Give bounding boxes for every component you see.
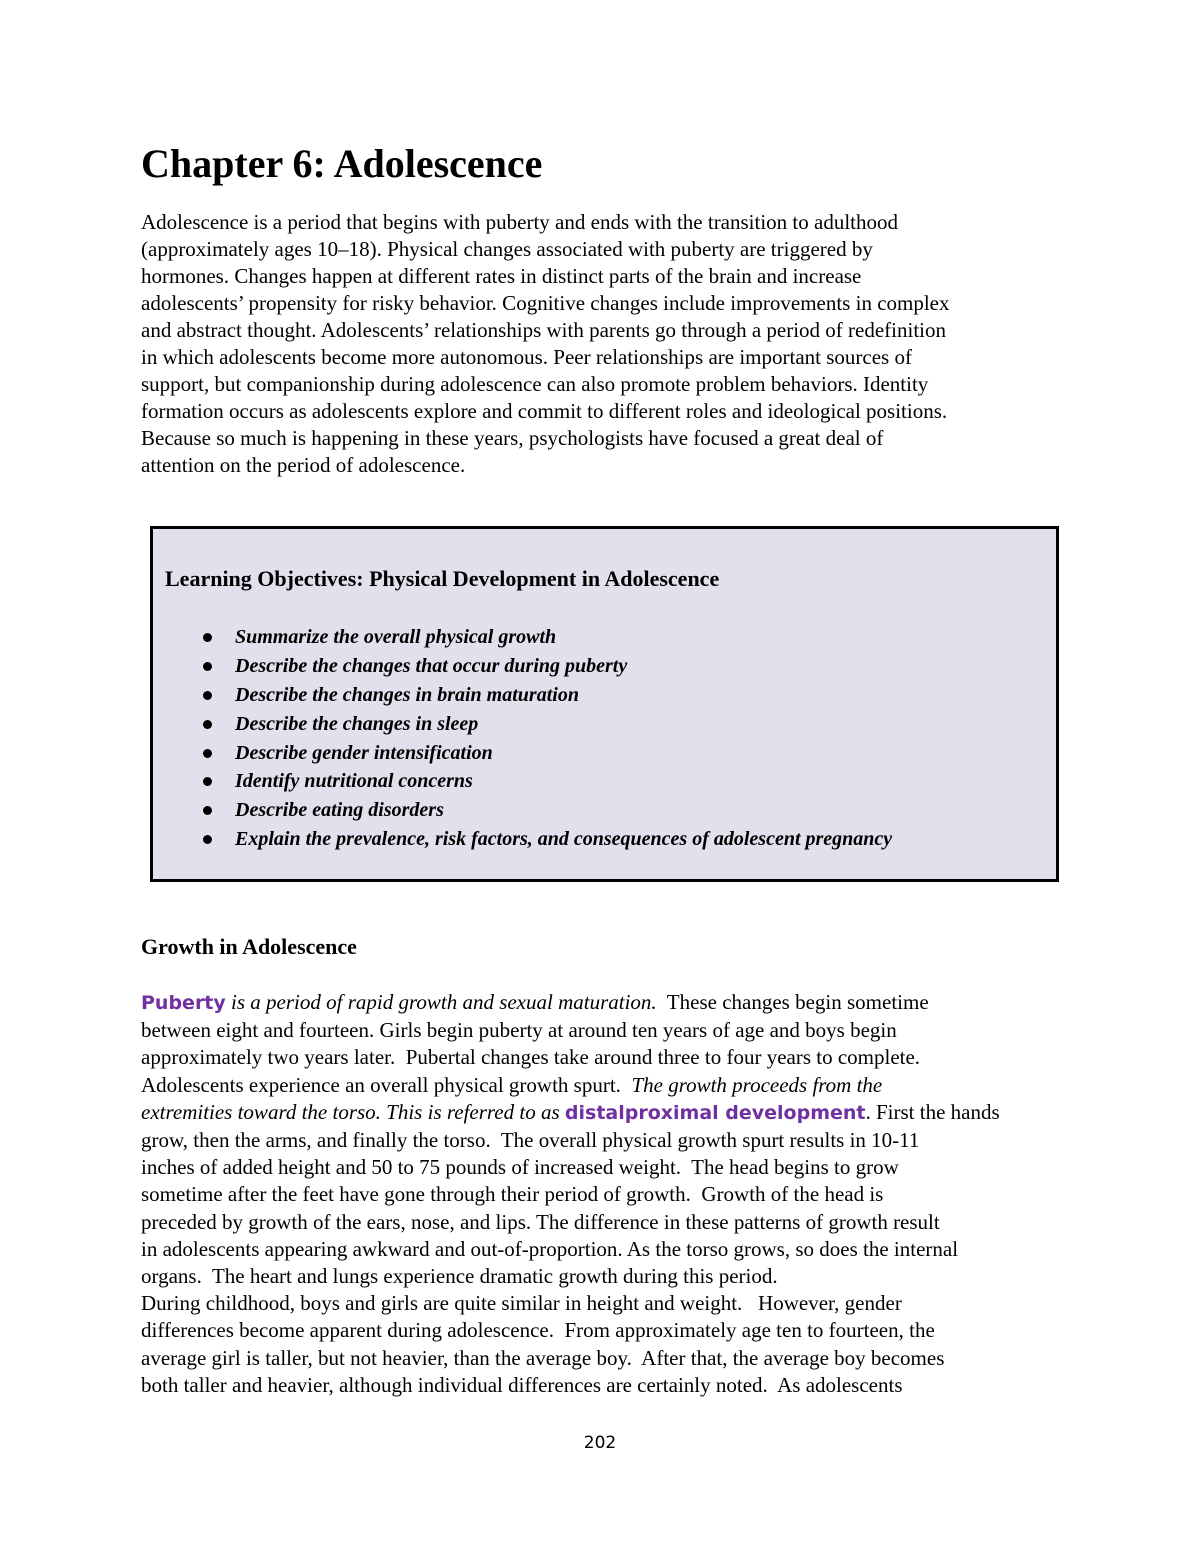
objective-text: Describe eating disorders	[235, 799, 444, 822]
objective-text: Describe the changes in brain maturation	[235, 683, 579, 706]
bullet-icon	[203, 777, 212, 786]
chapter-title: Chapter 6: Adolescence	[141, 141, 543, 186]
objective-item	[153, 739, 892, 768]
page-number: 202	[583, 1433, 617, 1453]
definition-puberty: is a period of rapid growth and sexual maturation.	[225, 990, 657, 1014]
intro-line: attention on the period of adolescence.	[141, 453, 466, 477]
bullet-icon	[203, 662, 212, 671]
objective-text: Identify nutritional concerns	[235, 770, 473, 793]
body-line: preceded by growth of the ears, nose, and lips. The difference in these patterns of growth result	[141, 1209, 940, 1234]
intro-line: formation occurs as adolescents explore and commit to different roles and ideological positions.	[141, 399, 948, 423]
body-text-segment: Adolescents experience an overall physical growth spurt.	[141, 1072, 632, 1097]
objective-text: Describe the changes in sleep	[235, 712, 479, 735]
objective-text: Explain the prevalence, risk factors, and consequences of adolescent pregnancy	[235, 828, 893, 851]
objective-text: Describe gender intensification	[235, 741, 493, 764]
section-heading: Growth in Adolescence	[141, 934, 357, 959]
intro-line: (approximately ages 10–18). Physical changes associated with puberty are triggered by	[141, 237, 873, 261]
body-text-segment: . First the hands	[865, 1099, 1000, 1124]
learning-objectives-list	[153, 623, 892, 854]
objective-item	[153, 796, 892, 825]
body-line	[141, 989, 1076, 1017]
bullet-icon	[203, 749, 212, 758]
body-line	[141, 1099, 1076, 1127]
body-line: During childhood, boys and girls are quite similar in height and weight. However, gender	[141, 1291, 902, 1316]
objective-item	[153, 623, 892, 652]
body-text-segment: These changes begin sometime	[656, 990, 929, 1014]
objective-item	[153, 825, 892, 854]
intro-line: in which adolescents become more autonomous. Peer relationships are important sources of	[141, 345, 912, 369]
intro-line: Adolescence is a period that begins with puberty and ends with the transition to adulthood	[141, 210, 899, 234]
body-line	[141, 1072, 1076, 1099]
bullet-icon	[203, 720, 212, 729]
definition-segment: The growth proceeds from the	[631, 1072, 883, 1097]
body-line: differences become apparent during adolescence. From approximately age ten to fourteen, the	[141, 1318, 935, 1343]
learning-objectives-box	[150, 526, 1059, 882]
bullet-icon	[203, 835, 212, 844]
bullet-icon	[203, 633, 212, 642]
body-line: average girl is taller, but not heavier, than the average boy. After that, the average boy becomes	[141, 1345, 945, 1370]
growth-paragraph	[141, 989, 1076, 1399]
intro-line: hormones. Changes happen at different rates in distinct parts of the brain and increase	[141, 264, 862, 288]
body-line: inches of added height and 50 to 75 pounds of increased weight. The head begins to grow	[141, 1155, 899, 1180]
body-line: both taller and heavier, although individual differences are certainly noted. As adolescents	[141, 1372, 903, 1397]
bullet-icon	[203, 691, 212, 700]
intro-line: support, but companionship during adolescence can also promote problem behaviors. Identity	[141, 372, 929, 396]
objective-item	[153, 681, 892, 710]
objective-item	[153, 710, 892, 739]
body-line: organs. The heart and lungs experience dramatic growth during this period.	[141, 1264, 778, 1289]
intro-paragraph	[141, 209, 1071, 479]
body-line: sometime after the feet have gone through their period of growth. Growth of the head is	[141, 1182, 884, 1207]
term-distalproximal: distalproximal development	[564, 1101, 866, 1124]
body-line: approximately two years later. Pubertal changes take around three to four years to complete.	[141, 1045, 921, 1070]
intro-line: Because so much is happening in these years, psychologists have focused a great deal of	[141, 426, 884, 450]
term-puberty: Puberty	[141, 992, 226, 1014]
body-line: in adolescents appearing awkward and out-of-proportion. As the torso grows, so does the internal	[141, 1236, 959, 1261]
intro-line: and abstract thought. Adolescents’ relationships with parents go through a period of redefinition	[141, 318, 947, 342]
learning-objectives-title: Learning Objectives: Physical Development in Adolescence	[165, 566, 720, 591]
definition-segment: extremities toward the torso. This is referred to as	[141, 1099, 565, 1124]
objective-text: Describe the changes that occur during puberty	[235, 654, 628, 677]
objective-item	[153, 652, 892, 681]
objective-item	[153, 767, 892, 796]
bullet-icon	[203, 806, 212, 815]
intro-line: adolescents’ propensity for risky behavior. Cognitive changes include improvements in complex	[141, 291, 950, 315]
objective-text: Summarize the overall physical growth	[235, 626, 557, 648]
body-line: grow, then the arms, and finally the torso. The overall physical growth spurt results in 10-11	[141, 1128, 920, 1153]
body-line: between eight and fourteen. Girls begin puberty at around ten years of age and boys begin	[141, 1018, 897, 1043]
